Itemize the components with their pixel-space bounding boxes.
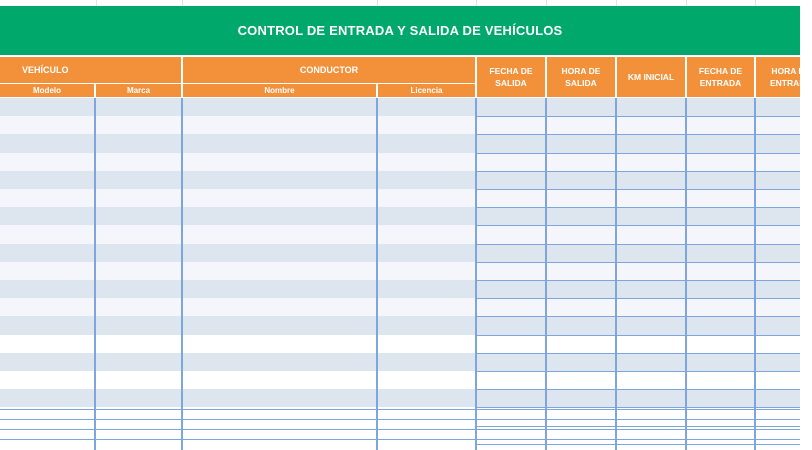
header-vehiculo[interactable]: [0, 57, 181, 83]
column-divider: [545, 98, 547, 450]
sheet-title-cell[interactable]: [0, 6, 800, 55]
row-divider: [476, 316, 800, 317]
row-divider: [0, 419, 800, 420]
table-row[interactable]: [0, 316, 800, 334]
row-divider: [476, 116, 800, 117]
row-divider: [476, 353, 800, 354]
table-row[interactable]: [0, 335, 800, 353]
row-divider: [476, 171, 800, 172]
row-divider: [476, 262, 800, 263]
header-fecha-salida[interactable]: [477, 57, 545, 97]
header-conductor[interactable]: [183, 57, 475, 83]
row-divider: [476, 389, 800, 390]
column-divider: [181, 98, 183, 450]
table-row[interactable]: [0, 280, 800, 298]
header-fecha-entrada[interactable]: [687, 57, 754, 97]
table-row[interactable]: [0, 244, 800, 262]
row-divider: [476, 298, 800, 299]
table-row[interactable]: [0, 407, 800, 425]
row-divider: [476, 225, 800, 226]
header-km-inicial[interactable]: [617, 57, 685, 97]
row-divider: [476, 153, 800, 154]
header-conductor-label: CONDUCTOR: [299, 65, 359, 75]
header-hora-entrada[interactable]: [756, 57, 812, 97]
table-row[interactable]: [0, 225, 800, 243]
row-divider: [0, 409, 800, 410]
table-row[interactable]: [0, 262, 800, 280]
row-divider: [476, 189, 800, 190]
header-vehiculo-label: VEHÍCULO: [22, 65, 69, 75]
header-fecha-salida-label: FECHA DE SALIDA: [489, 66, 533, 88]
header-modelo-label: Modelo: [33, 86, 61, 95]
column-divider: [376, 98, 378, 450]
column-divider: [615, 98, 617, 450]
table-row[interactable]: [0, 98, 800, 116]
table-row[interactable]: [0, 207, 800, 225]
data-grid[interactable]: [0, 98, 800, 450]
header-nombre-label: Nombre: [264, 86, 295, 95]
table-row[interactable]: [0, 371, 800, 389]
column-divider: [754, 98, 756, 450]
table-row[interactable]: [0, 389, 800, 407]
row-divider: [0, 429, 800, 430]
sheet-title: CONTROL DE ENTRADA Y SALIDA DE VEHÍCULOS: [237, 23, 563, 38]
header-licencia-label: Licencia: [410, 86, 443, 95]
header-hora-entrada-label: HORA DE ENTRADA: [770, 66, 812, 88]
row-divider: [476, 134, 800, 135]
row-divider: [476, 207, 800, 208]
row-divider: [476, 335, 800, 336]
row-divider: [476, 244, 800, 245]
row-divider: [0, 439, 800, 440]
header-fecha-entrada-label: FECHA DE ENTRADA: [698, 66, 743, 88]
row-divider: [476, 371, 800, 372]
table-row[interactable]: [0, 353, 800, 371]
row-divider: [476, 444, 800, 445]
table-row[interactable]: [0, 171, 800, 189]
column-divider: [685, 98, 687, 450]
header-km-inicial-label: KM INICIAL: [627, 72, 675, 82]
header-nombre[interactable]: [183, 84, 376, 97]
header-licencia[interactable]: [378, 84, 475, 97]
table-row[interactable]: [0, 116, 800, 134]
column-divider: [94, 98, 96, 450]
header-marca[interactable]: [96, 84, 181, 97]
row-divider: [476, 280, 800, 281]
header-hora-salida[interactable]: [547, 57, 615, 97]
header-modelo[interactable]: [0, 84, 94, 97]
header-marca-label: Marca: [126, 86, 151, 95]
header-hora-salida-label: HORA DE SALIDA: [561, 66, 601, 88]
table-row[interactable]: [0, 298, 800, 316]
column-divider: [475, 98, 477, 450]
row-divider: [476, 426, 800, 427]
table-row[interactable]: [0, 189, 800, 207]
table-row[interactable]: [0, 134, 800, 152]
table-row[interactable]: [0, 153, 800, 171]
